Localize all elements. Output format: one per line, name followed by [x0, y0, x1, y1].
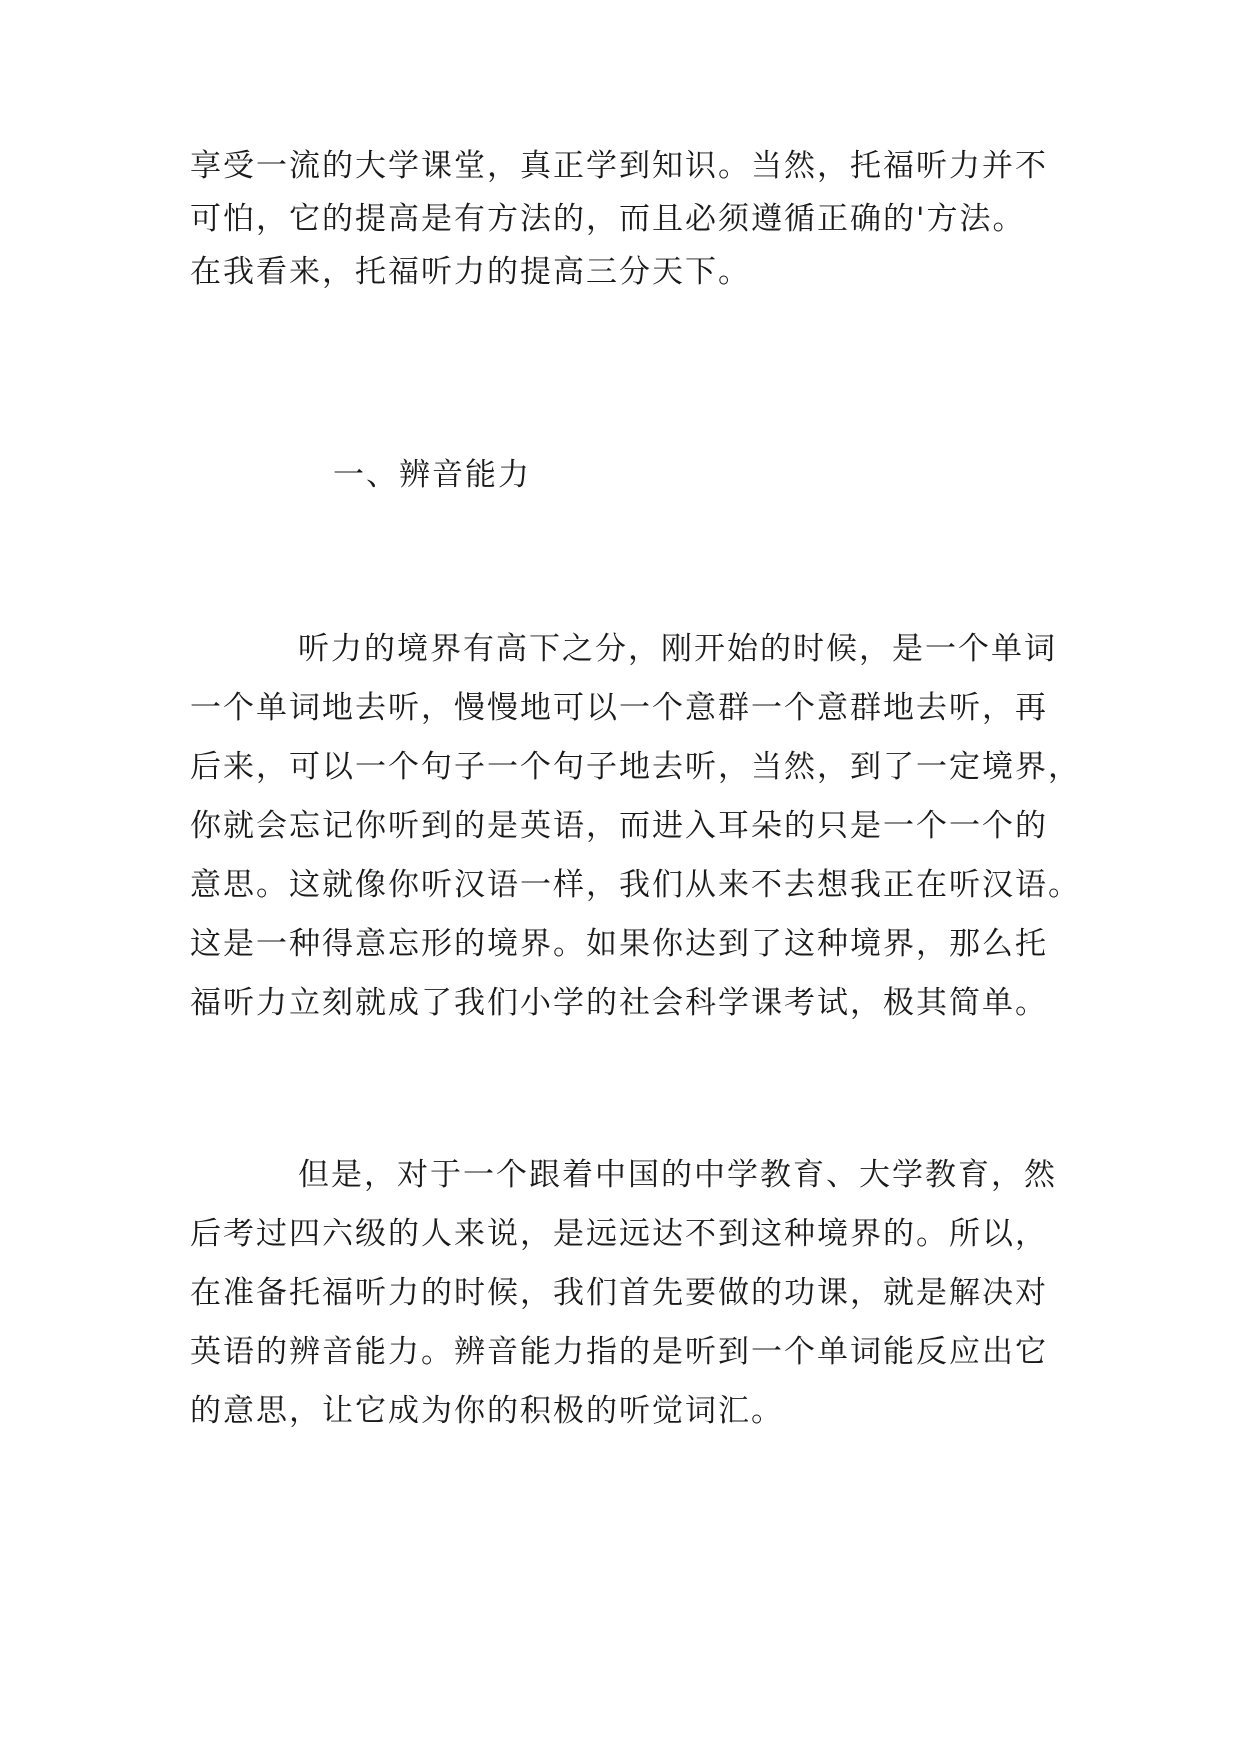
- intro-line-1: 享受一流的大学课堂，真正学到知识。当然，托福听力并不: [190, 148, 1048, 184]
- paragraph-2-line-4: 英语的辨音能力。辨音能力指的是听到一个单词能反应出它: [190, 1334, 1048, 1370]
- paragraph-1-line-1: 听力的境界有高下之分，刚开始的时候，是一个单词: [298, 631, 1057, 667]
- section-heading: 一、辨音能力: [333, 457, 531, 493]
- paragraph-2-line-1: 但是，对于一个跟着中国的中学教育、大学教育，然: [298, 1157, 1057, 1193]
- paragraph-2-line-5: 的意思，让它成为你的积极的听觉词汇。: [190, 1393, 784, 1429]
- paragraph-2-line-3: 在准备托福听力的时候，我们首先要做的功课，就是解决对: [190, 1275, 1048, 1311]
- paragraph-1-line-3: 后来，可以一个句子一个句子地去听，当然，到了一定境界，: [190, 749, 1081, 785]
- intro-line-2: 可怕，它的提高是有方法的，而且必须遵循正确的'方法。: [190, 201, 1026, 237]
- paragraph-1-line-7: 福听力立刻就成了我们小学的社会科学课考试，极其简单。: [190, 985, 1048, 1021]
- paragraph-1-line-2: 一个单词地去听，慢慢地可以一个意群一个意群地去听，再: [190, 690, 1048, 726]
- paragraph-1-line-4: 你就会忘记你听到的是英语，而进入耳朵的只是一个一个的: [190, 808, 1048, 844]
- paragraph-1-line-6: 这是一种得意忘形的境界。如果你达到了这种境界，那么托: [190, 926, 1048, 962]
- intro-line-3: 在我看来，托福听力的提高三分天下。: [190, 254, 751, 290]
- paragraph-1-line-5: 意思。这就像你听汉语一样，我们从来不去想我正在听汉语。: [190, 867, 1081, 903]
- paragraph-2-line-2: 后考过四六级的人来说，是远远达不到这种境界的。所以，: [190, 1216, 1048, 1252]
